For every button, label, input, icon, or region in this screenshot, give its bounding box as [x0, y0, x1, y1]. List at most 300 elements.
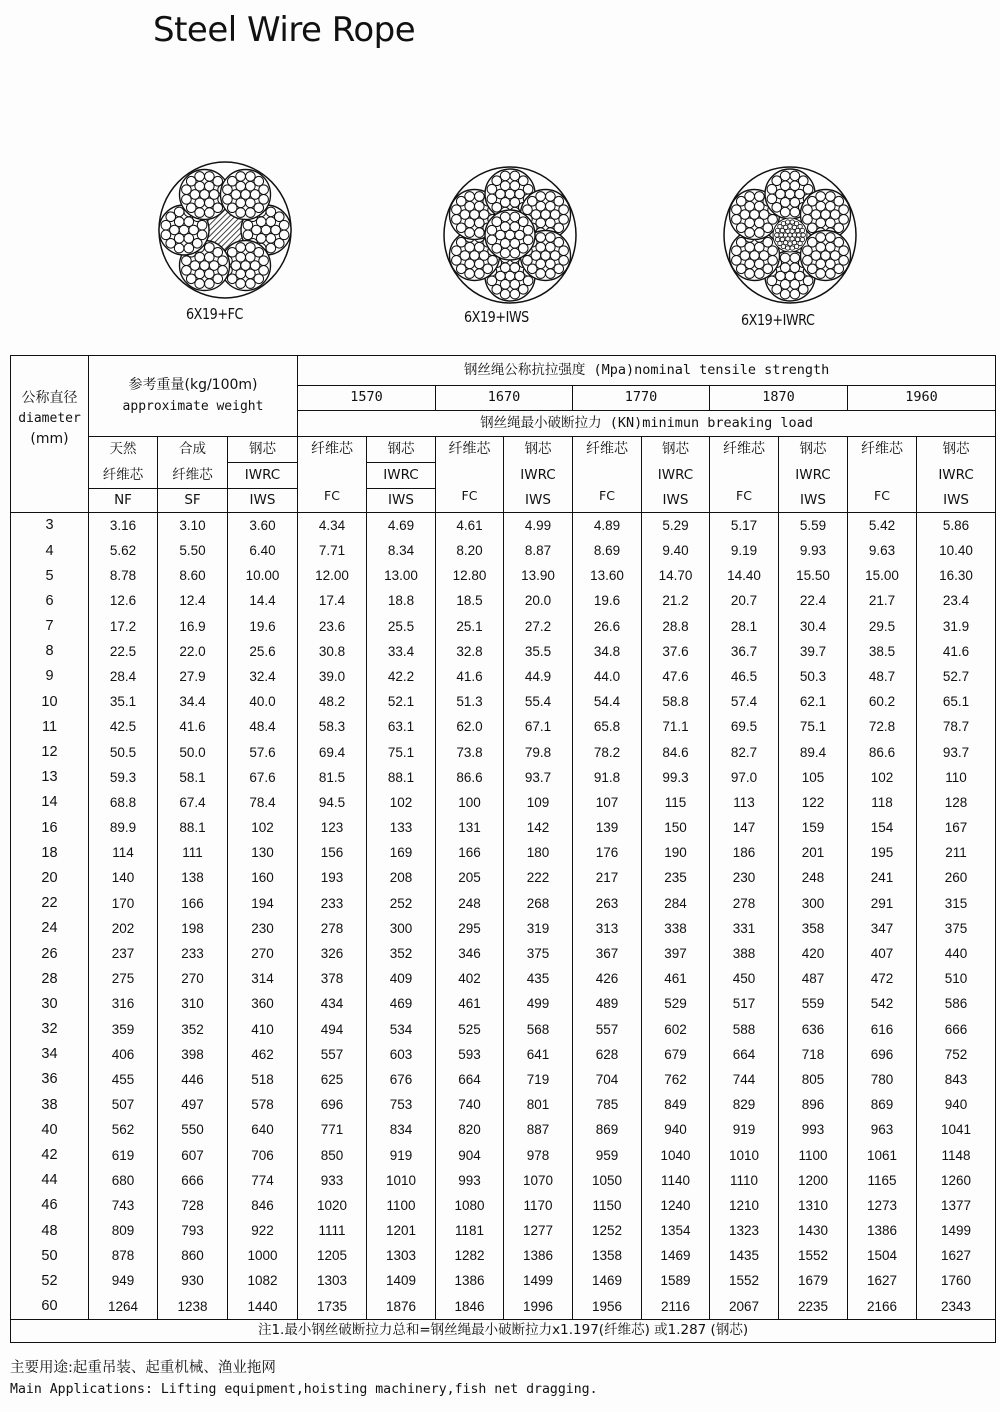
value-cell: 5.50: [158, 538, 228, 563]
value-cell: 762: [642, 1067, 710, 1092]
table-row: [11, 513, 996, 539]
value-cell: 1735: [298, 1294, 367, 1320]
value-cell: 352: [367, 941, 436, 966]
value-cell: 14.70: [642, 563, 710, 588]
value-cell: 97.0: [710, 765, 779, 790]
value-cell: 1181: [436, 1218, 504, 1243]
value-cell: 1469: [642, 1243, 710, 1268]
value-cell: 993: [436, 1168, 504, 1193]
table-row: [11, 1092, 996, 1117]
value-cell: 8.20: [436, 538, 504, 563]
value-cell: 718: [779, 1042, 848, 1067]
value-cell: 202: [89, 916, 158, 941]
value-cell: 8.87: [504, 538, 573, 563]
table-row: [11, 992, 996, 1017]
value-cell: 1240: [642, 1193, 710, 1218]
diameter-cell: 13: [11, 765, 89, 790]
value-cell: 360: [228, 992, 298, 1017]
load-sub-iws-code: IWS: [917, 489, 996, 513]
value-cell: 154: [848, 815, 917, 840]
load-sub-iws-mid: IWRC: [779, 463, 848, 489]
diameter-cell: 4: [11, 538, 89, 563]
diameter-cell: 32: [11, 1017, 89, 1042]
value-cell: 84.6: [642, 740, 710, 765]
value-cell: 67.6: [228, 765, 298, 790]
value-cell: 13.00: [367, 563, 436, 588]
grade-1960: 1960: [848, 386, 996, 411]
value-cell: 235: [642, 866, 710, 891]
value-cell: 115: [642, 790, 710, 815]
value-cell: 1020: [298, 1193, 367, 1218]
diameter-cell: 38: [11, 1092, 89, 1117]
value-cell: 55.4: [504, 689, 573, 714]
value-cell: 260: [917, 866, 996, 891]
diameter-cell: 11: [11, 715, 89, 740]
table-row: [11, 715, 996, 740]
value-cell: 156: [298, 840, 367, 865]
value-cell: 13.90: [504, 563, 573, 588]
value-cell: 52.1: [367, 689, 436, 714]
table-row: [11, 1118, 996, 1143]
value-cell: 12.80: [436, 563, 504, 588]
value-cell: 91.8: [573, 765, 642, 790]
strand: [801, 231, 851, 281]
value-cell: 1386: [436, 1269, 504, 1294]
table-row: [11, 815, 996, 840]
value-cell: 58.1: [158, 765, 228, 790]
value-cell: 785: [573, 1092, 642, 1117]
value-cell: 679: [642, 1042, 710, 1067]
value-cell: 130: [228, 840, 298, 865]
value-cell: 28.8: [642, 614, 710, 639]
value-cell: 105: [779, 765, 848, 790]
value-cell: 194: [228, 891, 298, 916]
value-cell: 8.78: [89, 563, 158, 588]
value-cell: 208: [367, 866, 436, 891]
load-sub-iws-cn: 钢芯: [917, 437, 996, 463]
value-cell: 159: [779, 815, 848, 840]
value-cell: 834: [367, 1118, 436, 1143]
value-cell: 170: [89, 891, 158, 916]
value-cell: 166: [436, 840, 504, 865]
value-cell: 67.4: [158, 790, 228, 815]
applications-en: Main Applications: Lifting equipment,hoisting machinery,fish net dragging.: [10, 1382, 598, 1397]
load-sub-fc-cn: 纤维芯: [723, 441, 765, 457]
value-cell: 62.1: [779, 689, 848, 714]
value-cell: 263: [573, 891, 642, 916]
value-cell: 46.5: [710, 664, 779, 689]
diameter-cell: 12: [11, 740, 89, 765]
table-row: [11, 1218, 996, 1243]
value-cell: 1061: [848, 1143, 917, 1168]
diameter-cell: 34: [11, 1042, 89, 1067]
value-cell: 752: [917, 1042, 996, 1067]
value-cell: 940: [917, 1092, 996, 1117]
value-cell: 846: [228, 1193, 298, 1218]
table-row: [11, 563, 996, 588]
value-cell: 1552: [779, 1243, 848, 1268]
value-cell: 696: [298, 1092, 367, 1117]
value-cell: 919: [367, 1143, 436, 1168]
value-cell: 88.1: [367, 765, 436, 790]
value-cell: 65.1: [917, 689, 996, 714]
diameter-cell: 42: [11, 1143, 89, 1168]
value-cell: 270: [228, 941, 298, 966]
value-cell: 169: [367, 840, 436, 865]
diameter-cell: 52: [11, 1269, 89, 1294]
value-cell: 1260: [917, 1168, 996, 1193]
value-cell: 109: [504, 790, 573, 815]
load-sub-iws-cn: 钢芯: [367, 437, 436, 463]
weight-header: 参考重量(kg/100m) approximate weight: [89, 356, 298, 437]
value-cell: 696: [848, 1042, 917, 1067]
value-cell: 102: [228, 815, 298, 840]
value-cell: 550: [158, 1118, 228, 1143]
value-cell: 1499: [917, 1218, 996, 1243]
value-cell: 1499: [504, 1269, 573, 1294]
value-cell: 1200: [779, 1168, 848, 1193]
value-cell: 35.1: [89, 689, 158, 714]
diameter-cell: 44: [11, 1168, 89, 1193]
value-cell: 640: [228, 1118, 298, 1143]
value-cell: 89.4: [779, 740, 848, 765]
value-cell: 1040: [642, 1143, 710, 1168]
table-row: [11, 538, 996, 563]
value-cell: 18.5: [436, 589, 504, 614]
value-cell: 397: [642, 941, 710, 966]
value-cell: 50.3: [779, 664, 848, 689]
diameter-cell: 40: [11, 1118, 89, 1143]
value-cell: 1469: [573, 1269, 642, 1294]
grade-1570: 1570: [298, 386, 436, 411]
diameter-cell: 36: [11, 1067, 89, 1092]
diameter-cell: 14: [11, 790, 89, 815]
value-cell: 18.8: [367, 589, 436, 614]
weight-code-sf: SF: [158, 489, 228, 513]
value-cell: 26.6: [573, 614, 642, 639]
value-cell: 499: [504, 992, 573, 1017]
diameter-cell: 22: [11, 891, 89, 916]
table-row: [11, 1269, 996, 1294]
value-cell: 1205: [298, 1243, 367, 1268]
value-cell: 5.62: [89, 538, 158, 563]
value-cell: 4.99: [504, 513, 573, 539]
value-cell: 352: [158, 1017, 228, 1042]
value-cell: 41.6: [436, 664, 504, 689]
value-cell: 338: [642, 916, 710, 941]
value-cell: 41.6: [917, 639, 996, 664]
weight-sub-nf-core: 纤维芯: [89, 463, 158, 489]
value-cell: 1627: [848, 1269, 917, 1294]
value-cell: 93.7: [504, 765, 573, 790]
load-sub-fc: [848, 437, 917, 513]
value-cell: 407: [848, 941, 917, 966]
value-cell: 230: [228, 916, 298, 941]
load-sub-iws-mid: IWRC: [917, 463, 996, 489]
value-cell: 949: [89, 1269, 158, 1294]
rope-iwrc-core-icon: [720, 165, 860, 305]
value-cell: 314: [228, 966, 298, 991]
value-cell: 664: [436, 1067, 504, 1092]
load-sub-fc-cn: 纤维芯: [311, 441, 353, 457]
value-cell: 167: [917, 815, 996, 840]
value-cell: 676: [367, 1067, 436, 1092]
value-cell: 73.8: [436, 740, 504, 765]
table-row: [11, 891, 996, 916]
value-cell: 41.6: [158, 715, 228, 740]
value-cell: 1504: [848, 1243, 917, 1268]
value-cell: 578: [228, 1092, 298, 1117]
value-cell: 166: [158, 891, 228, 916]
value-cell: 138: [158, 866, 228, 891]
value-cell: 680: [89, 1168, 158, 1193]
load-sub-iws-code: IWS: [779, 489, 848, 513]
value-cell: 150: [642, 815, 710, 840]
value-cell: 32.4: [228, 664, 298, 689]
table-row: [11, 740, 996, 765]
value-cell: 1080: [436, 1193, 504, 1218]
diameter-cell: 60: [11, 1294, 89, 1320]
value-cell: 930: [158, 1269, 228, 1294]
value-cell: 9.19: [710, 538, 779, 563]
value-cell: 2166: [848, 1294, 917, 1320]
value-cell: 450: [710, 966, 779, 991]
value-cell: 17.4: [298, 589, 367, 614]
value-cell: 1050: [573, 1168, 642, 1193]
value-cell: 78.7: [917, 715, 996, 740]
value-cell: 5.86: [917, 513, 996, 539]
diameter-cell: 9: [11, 664, 89, 689]
value-cell: 1303: [367, 1243, 436, 1268]
value-cell: 1440: [228, 1294, 298, 1320]
table-row: [11, 1294, 996, 1320]
value-cell: 14.4: [228, 589, 298, 614]
value-cell: 1679: [779, 1269, 848, 1294]
value-cell: 118: [848, 790, 917, 815]
value-cell: 636: [779, 1017, 848, 1042]
value-cell: 896: [779, 1092, 848, 1117]
grade-1670: 1670: [436, 386, 573, 411]
value-cell: 1170: [504, 1193, 573, 1218]
value-cell: 426: [573, 966, 642, 991]
value-cell: 63.1: [367, 715, 436, 740]
value-cell: 666: [158, 1168, 228, 1193]
value-cell: 1165: [848, 1168, 917, 1193]
rope-label-fc: 6X19+FC: [186, 305, 244, 323]
value-cell: 434: [298, 992, 367, 1017]
value-cell: 849: [642, 1092, 710, 1117]
value-cell: 388: [710, 941, 779, 966]
table-row: [11, 1067, 996, 1092]
value-cell: 1264: [89, 1294, 158, 1320]
value-cell: 525: [436, 1017, 504, 1042]
value-cell: 113: [710, 790, 779, 815]
value-cell: 704: [573, 1067, 642, 1092]
value-cell: 57.6: [228, 740, 298, 765]
grade-1770: 1770: [573, 386, 710, 411]
value-cell: 50.5: [89, 740, 158, 765]
value-cell: 44.0: [573, 664, 642, 689]
value-cell: 86.6: [436, 765, 504, 790]
value-cell: 2343: [917, 1294, 996, 1320]
value-cell: 193: [298, 866, 367, 891]
value-cell: 850: [298, 1143, 367, 1168]
load-sub-iws-mid: IWRC: [367, 463, 436, 489]
value-cell: 5.29: [642, 513, 710, 539]
value-cell: 469: [367, 992, 436, 1017]
table-row: [11, 1042, 996, 1067]
table-row: [11, 1243, 996, 1268]
value-cell: 1430: [779, 1218, 848, 1243]
value-cell: 1435: [710, 1243, 779, 1268]
value-cell: 28.1: [710, 614, 779, 639]
value-cell: 310: [158, 992, 228, 1017]
value-cell: 12.6: [89, 589, 158, 614]
value-cell: 331: [710, 916, 779, 941]
value-cell: 205: [436, 866, 504, 891]
value-cell: 869: [848, 1092, 917, 1117]
value-cell: 780: [848, 1067, 917, 1092]
load-header: 钢丝绳最小破断拉力 (KN)minimun breaking load: [298, 411, 996, 437]
value-cell: 16.30: [917, 563, 996, 588]
value-cell: 455: [89, 1067, 158, 1092]
value-cell: 52.7: [917, 664, 996, 689]
value-cell: 22.0: [158, 639, 228, 664]
value-cell: 1956: [573, 1294, 642, 1320]
table-body: [11, 513, 996, 1320]
value-cell: 27.9: [158, 664, 228, 689]
value-cell: 1310: [779, 1193, 848, 1218]
value-cell: 326: [298, 941, 367, 966]
value-cell: 81.5: [298, 765, 367, 790]
load-sub-iws-cn: 钢芯: [504, 437, 573, 463]
value-cell: 315: [917, 891, 996, 916]
value-cell: 12.00: [298, 563, 367, 588]
table-row: [11, 1168, 996, 1193]
value-cell: 1111: [298, 1218, 367, 1243]
value-cell: 8.69: [573, 538, 642, 563]
value-cell: 346: [436, 941, 504, 966]
diameter-cell: 6: [11, 589, 89, 614]
table-row: [11, 664, 996, 689]
table-row: [11, 790, 996, 815]
value-cell: 1846: [436, 1294, 504, 1320]
value-cell: 160: [228, 866, 298, 891]
value-cell: 102: [848, 765, 917, 790]
value-cell: 59.3: [89, 765, 158, 790]
load-sub-fc: [710, 437, 779, 513]
value-cell: 48.4: [228, 715, 298, 740]
value-cell: 147: [710, 815, 779, 840]
value-cell: 586: [917, 992, 996, 1017]
value-cell: 20.0: [504, 589, 573, 614]
value-cell: 248: [436, 891, 504, 916]
value-cell: 29.5: [848, 614, 917, 639]
value-cell: 440: [917, 941, 996, 966]
rope-label-iws: 6X19+IWS: [464, 308, 529, 326]
load-sub-iws-code: IWS: [367, 489, 436, 513]
value-cell: 510: [917, 966, 996, 991]
value-cell: 1627: [917, 1243, 996, 1268]
value-cell: 774: [228, 1168, 298, 1193]
diameter-header: 公称直径 diameter (mm): [11, 356, 89, 513]
value-cell: 278: [298, 916, 367, 941]
value-cell: 461: [642, 966, 710, 991]
load-sub-fc-code: FC: [736, 488, 752, 503]
value-cell: 50.0: [158, 740, 228, 765]
value-cell: 1760: [917, 1269, 996, 1294]
load-sub-fc: [298, 437, 367, 513]
value-cell: 31.9: [917, 614, 996, 639]
value-cell: 1252: [573, 1218, 642, 1243]
value-cell: 398: [158, 1042, 228, 1067]
value-cell: 472: [848, 966, 917, 991]
value-cell: 2116: [642, 1294, 710, 1320]
load-sub-iws-cn: 钢芯: [642, 437, 710, 463]
value-cell: 58.8: [642, 689, 710, 714]
weight-sub-nf: 天然: [89, 437, 158, 463]
value-cell: 107: [573, 790, 642, 815]
value-cell: 27.2: [504, 614, 573, 639]
value-cell: 278: [710, 891, 779, 916]
value-cell: 562: [89, 1118, 158, 1143]
value-cell: 128: [917, 790, 996, 815]
value-cell: 37.6: [642, 639, 710, 664]
iwrc-core: [773, 218, 807, 252]
value-cell: 5.59: [779, 513, 848, 539]
value-cell: 8.34: [367, 538, 436, 563]
value-cell: 603: [367, 1042, 436, 1067]
value-cell: 237: [89, 941, 158, 966]
value-cell: 34.8: [573, 639, 642, 664]
value-cell: 268: [504, 891, 573, 916]
value-cell: 25.1: [436, 614, 504, 639]
value-cell: 494: [298, 1017, 367, 1042]
value-cell: 1303: [298, 1269, 367, 1294]
value-cell: 40.0: [228, 689, 298, 714]
value-cell: 809: [89, 1218, 158, 1243]
value-cell: 728: [158, 1193, 228, 1218]
value-cell: 534: [367, 1017, 436, 1042]
value-cell: 347: [848, 916, 917, 941]
diameter-cell: 46: [11, 1193, 89, 1218]
value-cell: 409: [367, 966, 436, 991]
value-cell: 22.5: [89, 639, 158, 664]
value-cell: 201: [779, 840, 848, 865]
diameter-cell: 16: [11, 815, 89, 840]
value-cell: 1876: [367, 1294, 436, 1320]
value-cell: 820: [436, 1118, 504, 1143]
value-cell: 252: [367, 891, 436, 916]
value-cell: 75.1: [367, 740, 436, 765]
value-cell: 706: [228, 1143, 298, 1168]
value-cell: 75.1: [779, 715, 848, 740]
value-cell: 963: [848, 1118, 917, 1143]
weight-code-iws: IWS: [228, 489, 298, 513]
value-cell: 23.6: [298, 614, 367, 639]
value-cell: 1552: [710, 1269, 779, 1294]
value-cell: 904: [436, 1143, 504, 1168]
value-cell: 1358: [573, 1243, 642, 1268]
value-cell: 69.5: [710, 715, 779, 740]
value-cell: 233: [158, 941, 228, 966]
value-cell: 435: [504, 966, 573, 991]
value-cell: 1238: [158, 1294, 228, 1320]
value-cell: 771: [298, 1118, 367, 1143]
diameter-cell: 30: [11, 992, 89, 1017]
weight-sub-iws-core: IWRC: [228, 463, 298, 489]
value-cell: 420: [779, 941, 848, 966]
